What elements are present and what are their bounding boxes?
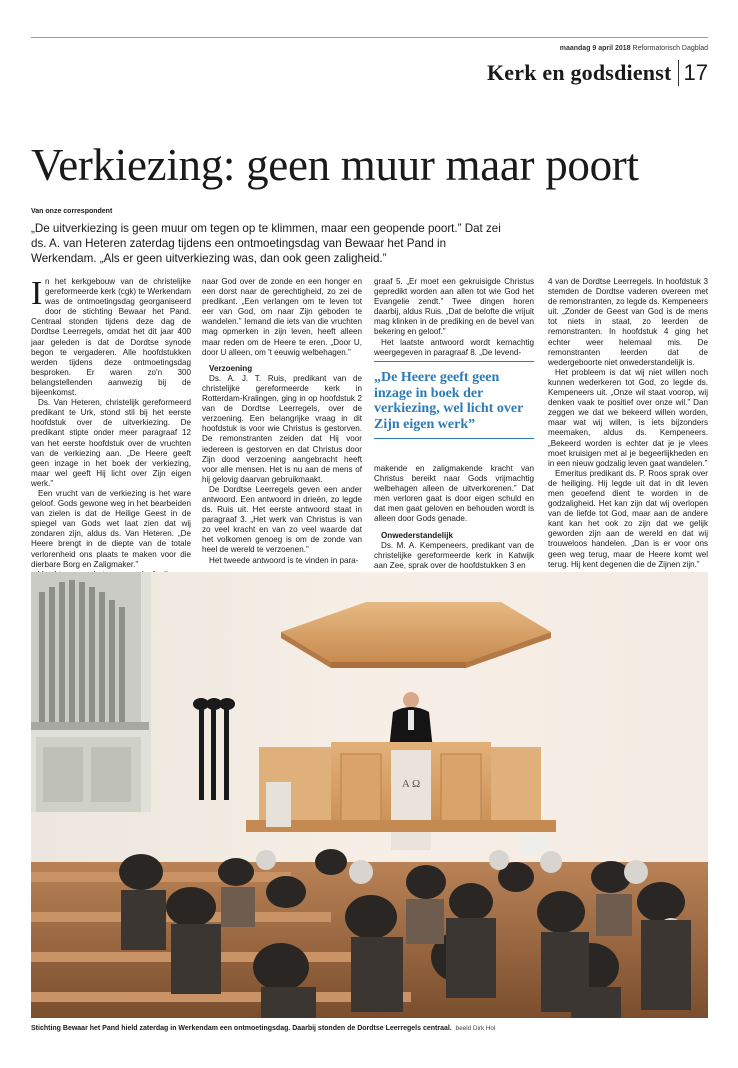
article-intro bbox=[31, 221, 511, 266]
article-byline: Van onze correspondent bbox=[31, 208, 113, 215]
pulpit-letters: A Ω bbox=[401, 778, 421, 790]
article-headline: Verkiezing: geen muur maar poort bbox=[31, 140, 639, 190]
organ-pipes bbox=[31, 572, 151, 812]
paragraph: Het tweede antwoord is te vinden in para- bbox=[209, 555, 359, 565]
paragraph: Een vrucht van de verkiezing is het ware geloof. Gods gewone weg in het bearbeiden van zielen is dat de Heilige Geest in de spiegel van Gods wet laat zien dat wij zondaren zijn, aldus ds. Van Heteren. „De Heere brengt in de diepte van de totale verlorenheid ons plaats te maken voor die dierbare Borg en Zaligmaker.” bbox=[31, 488, 191, 569]
photo-caption bbox=[31, 1025, 495, 1032]
section-divider bbox=[678, 60, 679, 86]
paragraph: makende en zaligmakende kracht van Christus bereikt naar Gods vrijmachtig welbehagen alleen de uitverkorenen.” Dat men verloren gaat is door eigen schuld en dat men gaat geloven en behouden wordt is alleen door Gods genade. bbox=[374, 464, 534, 524]
paragraph: Ds. A. J. T. Ruis, predikant van de christelijke gereformeerde kerk in Rotterdam-Kralingen, ging in op hoofdstuk 2 van de Dordtse Leerregels, over de verzoening. Een belangrijke vraag in dit hoofdstuk is voor wie Christus is gestorven. De remonstranten zeiden dat Hij voor iedereen is gestorven en dat Christus door Zijn dood verzoening aangebracht heeft voor alle mensen. Het is nu aan de mens of hij gelovig daarvan gebruikmaakt. bbox=[202, 373, 362, 484]
issue-date: maandag 9 april 2018 bbox=[559, 45, 631, 52]
caption-text: Stichting Bewaar het Pand hield zaterdag in Werkendam een ontmoetingsdag. Daarbij stonden de Dordtse Leerregels centraal. bbox=[31, 1025, 452, 1032]
article-column-2 bbox=[202, 277, 362, 566]
paragraph bbox=[31, 277, 191, 398]
subheading-onwederstandelijk: Onwederstandelijk bbox=[381, 530, 453, 540]
page-number: 17 bbox=[683, 60, 708, 85]
paragraph: Emeritus predikant ds. P. Roos sprak over de heiliging. Hij legde uit dat in dit leven men geoefend dient te worden in de godzaligheid. Het kan zijn dat wij overlopen van de liefde tot God, maar aan de andere kant kan het ook zo zijn dat we gelijk geworden zijn aan de wereld en dat wij trouweloos handelen. „Dan is er voor ons geen weg terug, maar de Heere komt wel terug. Hij kent degenen die de Zijnen zijn.” bbox=[548, 468, 708, 569]
paragraph-text: n het kerkgebouw van de christelijke gereformeerde kerk (cgk) te Werkendam was de ontmoetingsdag georganiseerd door de stichting Bewaar het Pand. Centraal stonden tijdens deze dag de Dordtse Leerregels, omdat het dit jaar 400 jaar geleden is dat de Dordtse synode begon te vergaderen. Alle hoofdstukken werden tijdens deze ontmoetingsdag besproken. Er waren zo'n 300 belangstellenden aanwezig bij de bijeenkomst. bbox=[31, 277, 191, 398]
subheading-verzoening: Verzoening bbox=[209, 363, 253, 373]
paragraph: Het probleem is dat wij niet willen noch kunnen wederkeren tot God, zo legde ds. Kempeneers uit. „Onze wil staat voorop, wij denken vaak te positief over onze wil.” Dan zeggen we dat we bekeerd willen worden, maar wat wij willen, is iets bijzonders meemaken, aldus ds. Kempeneers. „Bekeerd worden is echter dat je je vlees moet kruisigen met al je begeerlijkheden en in een nieuw godzalig leven gaat wandelen.” bbox=[548, 367, 708, 468]
top-rule bbox=[31, 37, 708, 38]
article-column-4 bbox=[548, 277, 708, 570]
photo-credit: beeld Dirk Hol bbox=[455, 1025, 496, 1032]
article-column-3-top bbox=[374, 277, 534, 358]
side-box bbox=[519, 834, 549, 856]
newspaper-name: Reformatorisch Dagblad bbox=[632, 45, 708, 52]
paragraph: 4 van de Dordtse Leerregels. In hoofdstuk 3 stemden de Dordtse vaderen overeen met de remonstranten, zo legde ds. Kempeneers uit. „Zonder de Geest van God is de mens tot niets in staat, zo leerden de remonstranten. In hoofdstuk 4 ging het echter weer helemaal mis. De remonstranten leerden dat de wedergeboorte niet onwederstandelijk is. bbox=[548, 277, 708, 367]
page-meta bbox=[560, 45, 708, 52]
pull-quote bbox=[374, 361, 534, 439]
candle-stand bbox=[266, 782, 291, 827]
paragraph: Het laatste antwoord wordt kernachtig weergegeven in paragraaf 8. „De levend- bbox=[374, 337, 534, 357]
section-name: Kerk en godsdienst bbox=[487, 60, 672, 85]
paragraph: Ds. Van Heteren, christelijk gereformeerd predikant te Urk, stond stil bij het eerste hoofdstuk over de uitverkiezing. De predikant stipte onder meer paragraaf 12 van het eerste hoofdstuk over de vruchten van de verkiezing aan. „De Heere geeft geen inzage in het boek der verkiezing, maar wel geeft Hij licht over Zijn eigen werk.” bbox=[31, 398, 191, 488]
paragraph: Ds. M. A. Kempeneers, predikant van de christelijke gereformeerde kerk in Katwijk aan Zee, sprak over de hoofdstukken 3 en bbox=[374, 540, 534, 570]
paragraph: De Dordtse Leerregels geven een ander antwoord. Een antwoord in drieën, zo legde ds. Ruis uit. Het eerste antwoord staat in paragraaf 3. „Het werk van Christus is van zo veel kracht en van zo veel waarde dat het volkomen genoeg is om de zonde van heel de wereld te verzoenen.” bbox=[202, 484, 362, 555]
coat-hooks bbox=[193, 698, 235, 800]
pull-quote-text: „De Heere geeft geen inzage in boek der verkiezing, wel licht over Zijn eigen werk” bbox=[374, 370, 524, 432]
paragraph: naar God over de zonde en een honger en een dorst naar de gerechtigheid, zo zei de predikant. „Een verlangen om te leven tot eer van God, om naar Zijn geboden te wandelen.” Iemand die iets van die vruchten mag opmerken in zijn leven, heeft alleen maar reden om de Heere te eren. „Door U, door U alleen, om 't eeuwig welbehagen.” bbox=[202, 277, 362, 357]
church-interior-illustration bbox=[31, 572, 708, 1018]
drop-cap: I bbox=[31, 275, 43, 312]
section-header bbox=[487, 60, 708, 86]
intro-text: „De uitverkiezing is geen muur om tegen op te klimmen, maar een geopende poort.” Dat zei ds. A. van Heteren zaterdag tijdens een ontmoetingsdag van Bewaar het Pand in Werkendam. „Als er geen uitverkiezing was, dan ook geen zaligheid.” bbox=[31, 222, 501, 265]
paragraph: graaf 5. „Er moet een gekruisigde Christus gepredikt worden aan allen tot wie God het Evangelie zendt.” Twee dingen horen daarbij, aldus Ruis. „Dat de belofte die vrijuit mag klinken in de prediking en de bevel van bekering en geloof.” bbox=[374, 277, 534, 337]
article-column-1 bbox=[31, 277, 191, 590]
article-photo bbox=[31, 572, 708, 1018]
article-column-3-bottom bbox=[374, 464, 534, 571]
